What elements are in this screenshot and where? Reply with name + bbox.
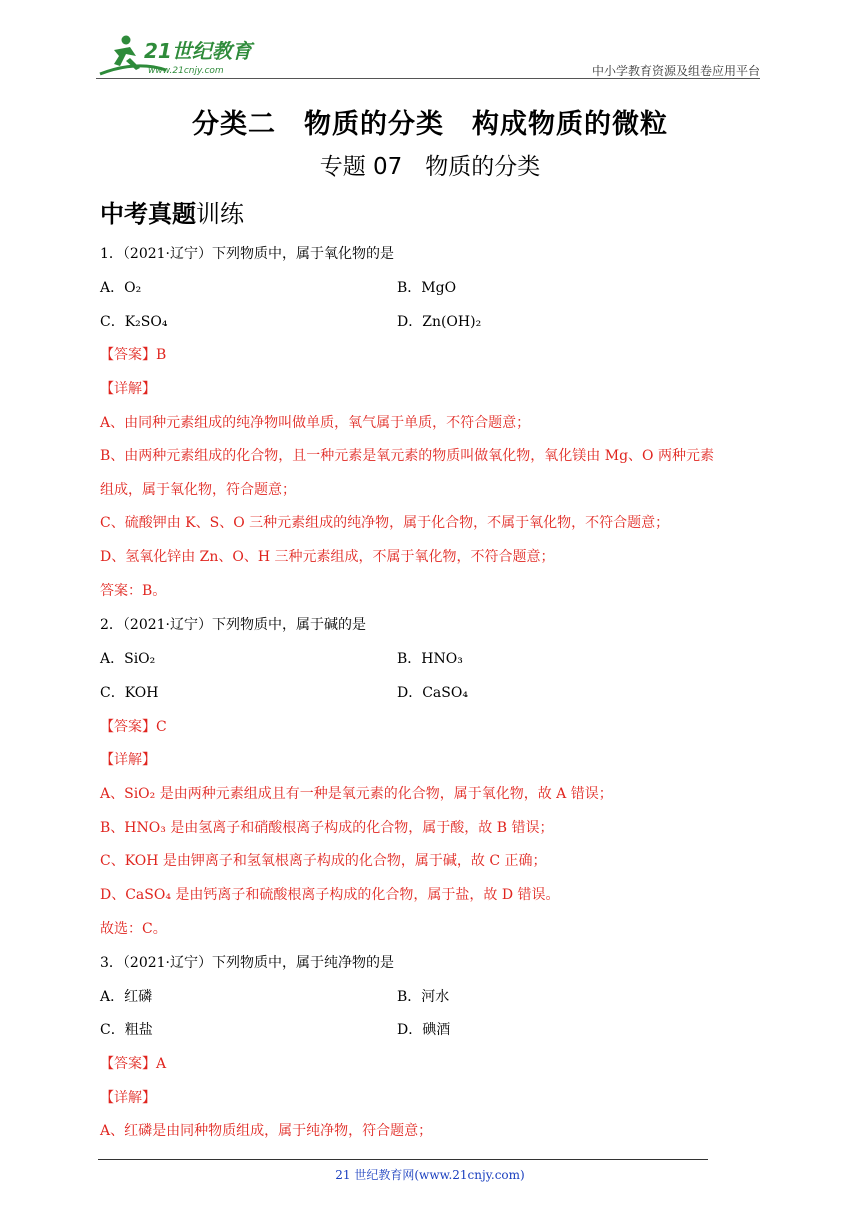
footer-link[interactable]: 21 世纪教育网(www.21cnjy.com) <box>335 1168 525 1182</box>
q2-explain-c: C、KOH 是由钾离子和氢氧根离子构成的化合物，属于碱，故 C 正确； <box>100 853 547 869</box>
q1-explain-d: D、氢氧化锌由 Zn、O、H 三种元素组成，不属于氧化物，不符合题意； <box>100 549 555 565</box>
q2-explain-a: A、SiO₂ 是由两种元素组成且有一种是氧元素的化合物，属于氧化物，故 A 错误； <box>100 786 613 802</box>
page-subtitle: 专题 07 物质的分类 <box>319 154 541 180</box>
q1-option-d: D．Zn(OH)₂ <box>397 314 482 330</box>
logo-text: 21世纪教育 <box>144 39 252 63</box>
section-heading <box>100 194 244 229</box>
q2-option-b: B．HNO₃ <box>397 651 463 667</box>
q1-option-a: A．O₂ <box>100 280 142 296</box>
q2-explain-d: D、CaSO₄ 是由钙离子和硫酸根离子构成的化合物，属于盐，故 D 错误。 <box>100 887 560 903</box>
q3-option-c: C．粗盐 <box>100 1022 153 1038</box>
q3-explain-a: A、红磷是由同种物质组成，属于纯净物，符合题意； <box>100 1123 433 1139</box>
q3-option-d: D．碘酒 <box>397 1022 451 1038</box>
q1-explain-b-cont: 组成，属于氧化物，符合题意； <box>100 482 296 498</box>
section-heading-rest: 训练 <box>196 200 244 228</box>
q2-option-d: D．CaSO₄ <box>397 685 468 701</box>
q3-option-b: B．河水 <box>397 989 450 1005</box>
section-heading-bold: 中考真题 <box>100 200 196 228</box>
logo <box>96 30 266 78</box>
q2-stem: 2．（2021·辽宁）下列物质中，属于碱的是 <box>100 617 366 633</box>
q3-stem: 3．（2021·辽宁）下列物质中，属于纯净物的是 <box>100 955 394 971</box>
header-divider <box>96 78 760 79</box>
q2-explain-b: B、HNO₃ 是由氢离子和硝酸根离子构成的化合物，属于酸，故 B 错误； <box>100 820 554 836</box>
logo-url: www.21cnjy.com <box>148 66 224 76</box>
q1-detail-label: 【详解】 <box>100 381 156 397</box>
q2-option-c: C．KOH <box>100 685 159 701</box>
q1-final: 答案：B。 <box>100 583 167 599</box>
q3-detail-label: 【详解】 <box>100 1090 156 1106</box>
platform-label: 中小学教育资源及组卷应用平台 <box>591 64 760 78</box>
footer-divider <box>98 1159 708 1160</box>
q1-stem: 1．（2021·辽宁）下列物质中，属于氧化物的是 <box>100 246 394 262</box>
q1-explain-b: B、由两种元素组成的化合物，且一种元素是氧元素的物质叫做氧化物，氧化镁由 Mg、O 两种元素 <box>100 448 714 464</box>
q1-explain-c: C、硫酸钾由 K、S、O 三种元素组成的纯净物，属于化合物，不属于氧化物，不符合题意； <box>100 515 670 531</box>
q2-option-a: A．SiO₂ <box>100 651 156 667</box>
q2-detail-label: 【详解】 <box>100 752 156 768</box>
q1-option-b: B．MgO <box>397 280 457 296</box>
q1-option-c: C．K₂SO₄ <box>100 314 168 330</box>
page-title: 分类二 物质的分类 构成物质的微粒 <box>192 109 668 140</box>
q3-answer: 【答案】A <box>100 1056 167 1072</box>
q2-final: 故选：C。 <box>100 921 167 937</box>
q3-option-a: A．红磷 <box>100 989 153 1005</box>
q1-answer: 【答案】B <box>100 347 167 363</box>
q1-explain-a: A、由同种元素组成的纯净物叫做单质，氧气属于单质，不符合题意； <box>100 415 531 431</box>
q2-answer: 【答案】C <box>100 719 167 735</box>
page-header <box>96 30 760 80</box>
